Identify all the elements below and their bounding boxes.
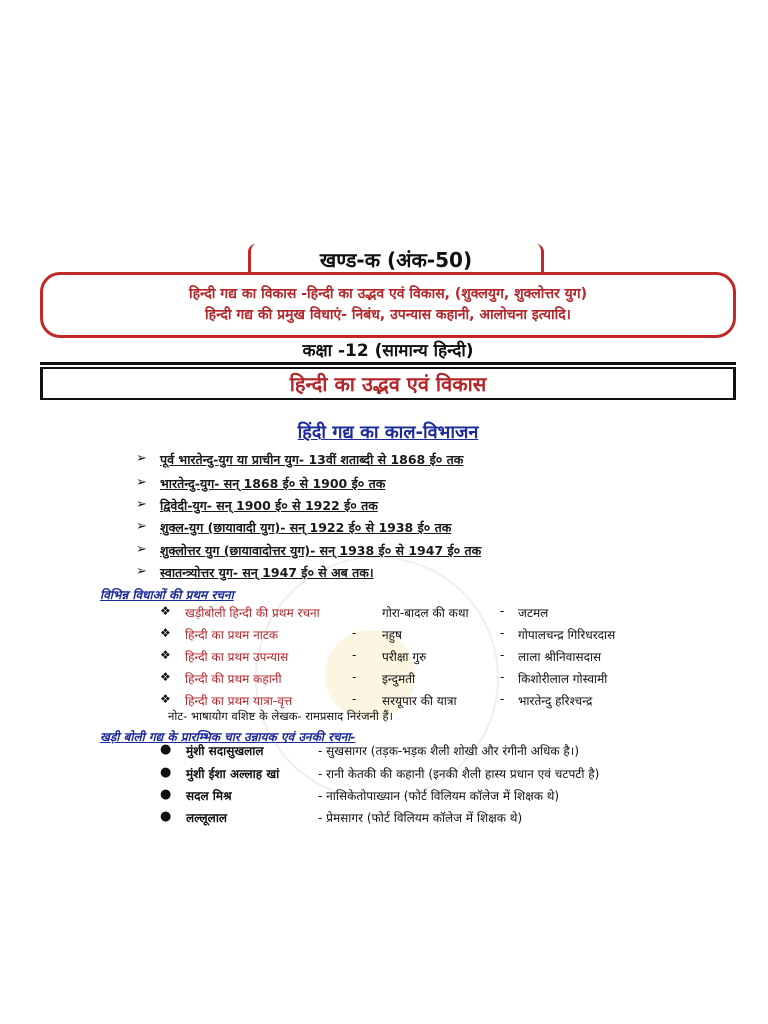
author-work: - प्रेमसागर (फोर्ट विलियम कॉलेज में शिक्षक थे) bbox=[318, 811, 523, 825]
vidha: हिन्दी की प्रथम कहानी bbox=[185, 672, 282, 686]
arrow-icon: ➢ bbox=[136, 497, 147, 512]
divider bbox=[40, 362, 736, 365]
bullet-icon: ● bbox=[160, 787, 172, 802]
dash: - bbox=[500, 670, 505, 684]
bullet-icon: ● bbox=[160, 742, 172, 757]
khand-title: खण्ड-क (अंक-50) bbox=[319, 248, 473, 272]
bullet-icon: ● bbox=[160, 809, 172, 824]
arrow-icon: ➢ bbox=[136, 451, 147, 466]
diamond-bullet-icon: ❖ bbox=[160, 626, 171, 640]
dash: - bbox=[352, 648, 357, 662]
vidha: खड़ीबोली हिन्दी की प्रथम रचना bbox=[185, 606, 320, 620]
author-work: - रानी केतकी की कहानी (इनकी शैली हास्य प्रधान एवं चटपटी है) bbox=[318, 767, 600, 781]
author-name: मुंशी ईशा अल्लाह खां bbox=[186, 767, 280, 781]
vidha: हिन्दी का प्रथम उपन्यास bbox=[185, 650, 289, 664]
list-item: ➢ शुक्ल-युग (छायावादी युग)- सन् 1922 ई० से 1938 ई० तक bbox=[136, 519, 452, 535]
diamond-bullet-icon: ❖ bbox=[160, 692, 171, 706]
rachna: इन्दुमती bbox=[382, 672, 416, 686]
bullet-icon: ● bbox=[160, 765, 172, 780]
arrow-icon: ➢ bbox=[136, 519, 147, 534]
list-item: ➢ भारतेन्दु-युग- सन् 1868 ई० से 1900 ई० तक bbox=[136, 475, 386, 491]
author-name: मुंशी सदासुखलाल bbox=[186, 744, 264, 758]
topic-line-1: हिन्दी गद्य का विकास -हिन्दी का उद्भव एवं विकास, (शुक्लयुग, शुक्लोत्तर युग) bbox=[188, 286, 588, 302]
note: नोट- भाषायोग वशिष्ट के लेखक- रामप्रसाद निरंजनी हैं। bbox=[168, 709, 394, 723]
dash: - bbox=[500, 604, 505, 618]
vidha: हिन्दी का प्रथम नाटक bbox=[185, 628, 279, 642]
dash: - bbox=[352, 626, 357, 640]
list-item: ➢ पूर्व भारतेन्दु-युग या प्राचीन युग- 13वीं शताब्दी से 1868 ई० तक bbox=[136, 451, 464, 467]
section-heading-unnayak: खड़ी बोली गद्य के प्रारम्भिक चार उन्नायक एवं उनकी रचना- bbox=[100, 730, 356, 744]
vidha: हिन्दी का प्रथम यात्रा-वृत्त bbox=[185, 694, 293, 708]
rachna: नहुष bbox=[382, 628, 402, 642]
author-name: लल्लूलाल bbox=[186, 811, 228, 825]
rachna: गोरा-बादल की कथा bbox=[382, 606, 469, 620]
diamond-bullet-icon: ❖ bbox=[160, 670, 171, 684]
arrow-icon: ➢ bbox=[136, 475, 147, 490]
watermark-seal bbox=[255, 556, 499, 800]
author-work: - नासिकेतोपाख्यान (फोर्ट विलियम कॉलेज में शिक्षक थे) bbox=[318, 789, 560, 803]
dash: - bbox=[500, 648, 505, 662]
rachna: परीक्षा गुरु bbox=[382, 650, 427, 664]
list-item: ➢ द्विवेदी-युग- सन् 1900 ई० से 1922 ई० तक bbox=[136, 497, 378, 513]
dash: - bbox=[500, 692, 505, 706]
dash: - bbox=[352, 692, 357, 706]
rachna: सरयूपार की यात्रा bbox=[382, 694, 457, 708]
lekhak: किशोरीलाल गोस्वामी bbox=[518, 672, 608, 686]
diamond-bullet-icon: ❖ bbox=[160, 648, 171, 662]
lekhak: गोपालचन्द्र गिरिधरदास bbox=[518, 628, 616, 642]
topic-line-2: हिन्दी गद्य की प्रमुख विधाएं- निबंध, उपन्यास कहानी, आलोचना इत्यादि। bbox=[205, 307, 571, 323]
list-item: ➢ स्वातन्त्र्योत्तर युग- सन् 1947 ई० से अब तक। bbox=[136, 564, 374, 580]
author-name: सदल मिश्र bbox=[186, 789, 232, 803]
section-heading-pratham-rachna: विभिन्न विधाओं की प्रथम रचना bbox=[100, 588, 234, 602]
arrow-icon: ➢ bbox=[136, 564, 147, 579]
sub-heading: हिंदी गद्य का काल-विभाजन bbox=[297, 422, 479, 443]
lekhak: भारतेन्दु हरिश्चन्द्र bbox=[518, 694, 593, 708]
lekhak: जटमल bbox=[518, 606, 549, 620]
arrow-icon: ➢ bbox=[136, 542, 147, 557]
class-title: कक्षा -12 (सामान्य हिन्दी) bbox=[302, 341, 474, 361]
list-item: ➢ शुक्लोत्तर युग (छायावादोत्तर युग)- सन् 1938 ई० से 1947 ई० तक bbox=[136, 542, 482, 558]
dash: - bbox=[352, 670, 357, 684]
dash: - bbox=[500, 626, 505, 640]
lekhak: लाला श्रीनिवासदास bbox=[518, 650, 602, 664]
main-heading: हिन्दी का उद्भव एवं विकास bbox=[289, 372, 487, 396]
diamond-bullet-icon: ❖ bbox=[160, 604, 171, 618]
author-work: - सुखसागर (तड़क-भड़क शैली शोखी और रंगीनी अधिक है।) bbox=[318, 744, 580, 758]
